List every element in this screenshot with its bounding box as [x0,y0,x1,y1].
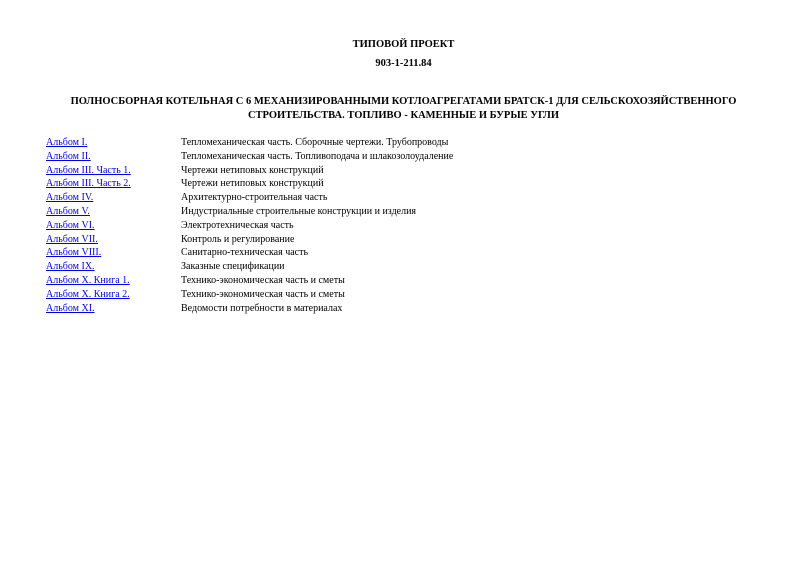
album-link-11[interactable]: Альбом XI. [46,302,95,314]
album-description: Санитарно-техническая часть [181,247,309,259]
album-link-4[interactable]: Альбом IV. [46,192,94,204]
album-link-10-book-2[interactable]: Альбом X. Книга 2. [46,288,130,300]
album-link-7[interactable]: Альбом VII. [46,233,98,245]
album-description: Индустриальные строительные конструкции и изделия [181,205,417,217]
document-type-heading: ТИПОВОЙ ПРОЕКТ [352,39,455,50]
project-title [40,95,767,123]
album-link-5[interactable]: Альбом V. [46,205,90,217]
album-link-6[interactable]: Альбом VI. [46,219,95,231]
album-list [46,136,746,315]
album-link-2[interactable]: Альбом II. [46,150,91,162]
album-description: Электротехническая часть [181,219,294,231]
album-row [46,260,746,274]
album-description: Технико-экономическая часть и сметы [181,288,345,300]
album-description: Архитектурно-строительная часть [181,192,328,204]
album-link-9[interactable]: Альбом IX. [46,261,95,273]
album-row [46,219,746,233]
album-description: Чертежи нетиповых конструкций [181,164,324,176]
album-link-8[interactable]: Альбом VIII. [46,247,102,259]
album-description: Чертежи нетиповых конструкций [181,178,324,190]
album-description: Контроль и регулирование [181,233,295,245]
album-row [46,302,746,316]
album-description: Заказные спецификации [181,261,285,273]
album-row [46,246,746,260]
album-row [46,233,746,247]
album-link-3-part-1[interactable]: Альбом III. Часть 1. [46,164,131,176]
project-title-line-2: СТРОИТЕЛЬСТВА. ТОПЛИВО - КАМЕННЫЕ И БУРЫЕ УГЛИ [247,110,560,121]
album-row [46,274,746,288]
album-link-10-book-1[interactable]: Альбом X. Книга 1. [46,274,130,286]
album-description: Ведомости потребности в материалах [181,302,343,314]
album-link-1[interactable]: Альбом I. [46,137,88,148]
album-description: Тепломеханическая часть. Топливоподача и шлакозолоудаление [181,150,454,162]
album-row [46,177,746,191]
project-code: 903-1-211.84 [375,58,432,69]
project-title-line-1: ПОЛНОСБОРНАЯ КОТЕЛЬНАЯ С 6 МЕХАНИЗИРОВАННЫМИ КОТЛОАГРЕГАТАМИ БРАТСК-1 ДЛЯ СЕЛЬСКОХОЗЯЙСТВЕННОГО [70,96,737,107]
album-row [46,164,746,178]
album-description: Тепломеханическая часть. Сборочные чертежи. Трубопроводы [181,137,449,148]
album-description: Технико-экономическая часть и сметы [181,274,345,286]
album-link-3-part-2[interactable]: Альбом III. Часть 2. [46,178,131,190]
album-row [46,150,746,164]
album-row [46,191,746,205]
album-row [46,288,746,302]
album-row [46,205,746,219]
album-row [46,136,746,150]
